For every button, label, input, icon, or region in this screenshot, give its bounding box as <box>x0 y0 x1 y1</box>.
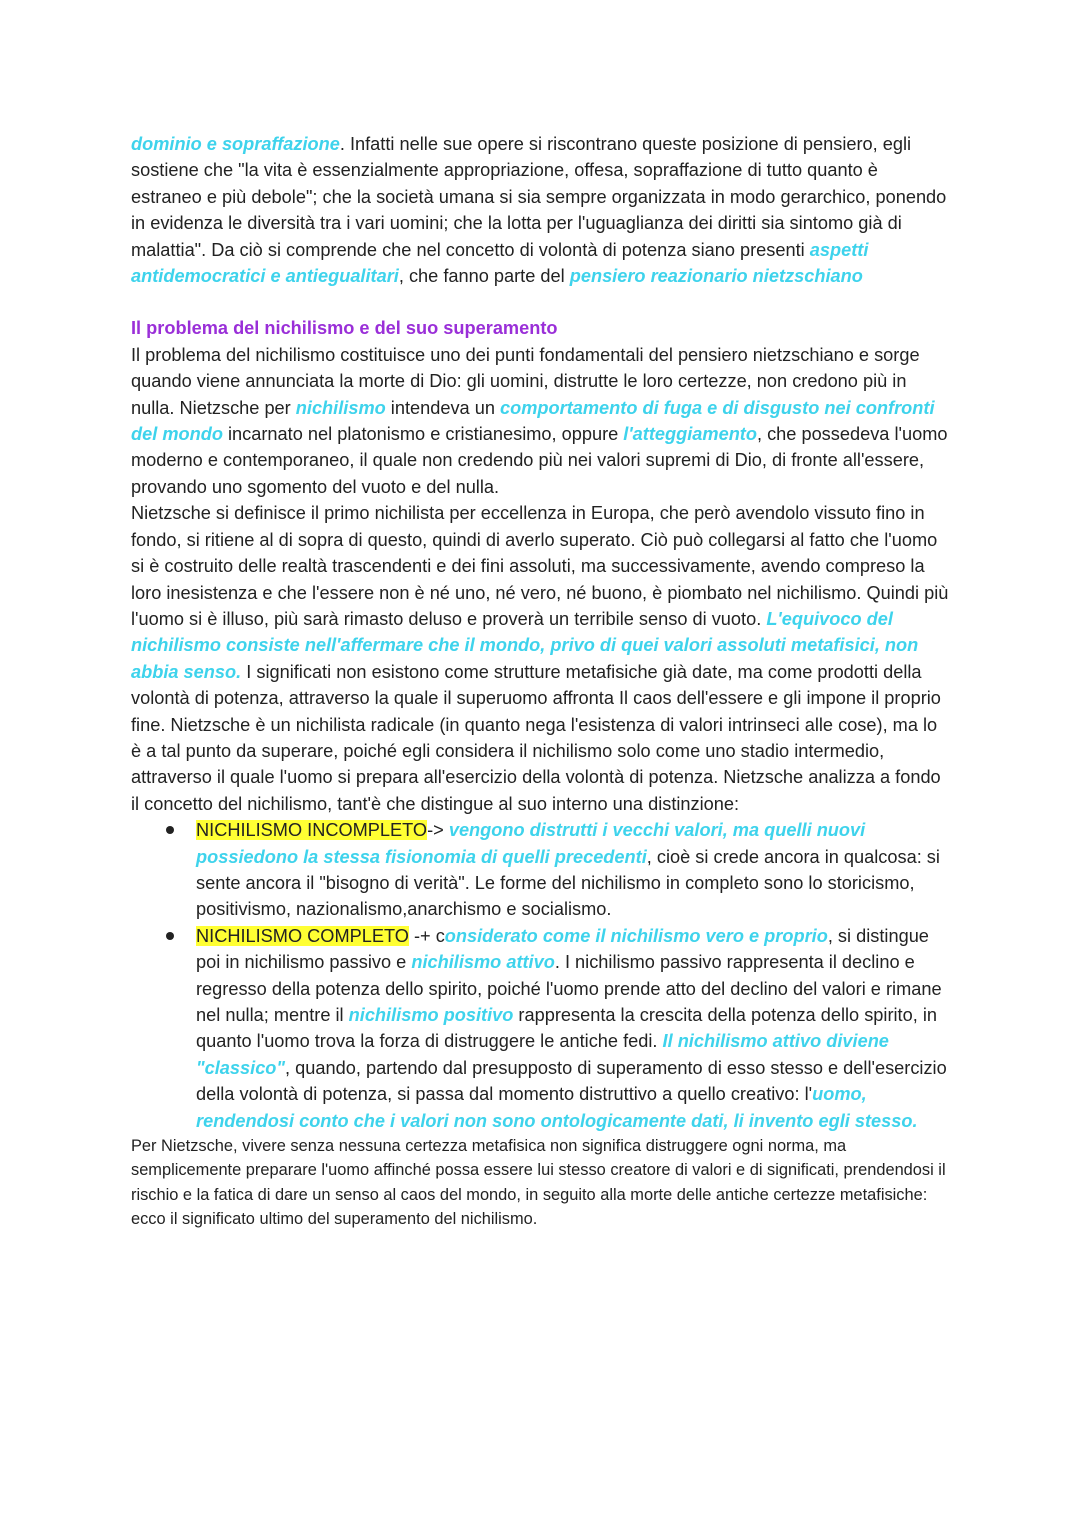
text-run: Il problema del nichilismo costituisce uno dei punti fondamentali del pensiero nietzschiano e sorge quando viene annunciata la morte di Dio: gli uomini, distrutte le loro certezze, non credono più in nulla. Nietzsche per <box>131 344 920 418</box>
document-body <box>131 131 951 1231</box>
highlight-phrase: nichilismo <box>295 397 386 418</box>
list-item-completo <box>196 923 951 1134</box>
text-run: I significati non esistono come strutture metafisiche già date, ma come prodotti della volontà di potenza, attraverso la quale il superuomo affronta Il caos dell'essere e gli impone il proprio fine. Nietzsche è un nichilista radicale (in quanto nega l'esistenza di valori intrinseci alle cose), ma lo è a tal punto da superare, poiché egli considera il nichilismo solo come uno stadio intermedio, attraverso il quale l'uomo si prepara all'esercizio della volontà di potenza. Nietzsche analizza a fondo il concetto del nichilismo, tant'è che distingue al suo interno una distinzione: <box>131 661 941 814</box>
highlight-phrase: nichilismo positivo <box>348 1005 514 1025</box>
marked-term: NICHILISMO INCOMPLETO <box>196 820 428 841</box>
highlight-phrase: pensiero reazionario nietzschiano <box>569 266 863 287</box>
highlight-phrase: onsiderato come il nichilismo vero e proprio <box>444 925 828 946</box>
conclusion-paragraph: Per Nietzsche, vivere senza nessuna certezza metafisica non significa distruggere ogni norma, ma semplicemente preparare l'uomo affinché possa essere lui stesso creatore di valori e di significati, prendendosi il rischio e la fatica di dare un senso al caos del mondo, in seguito alla morte delle antiche certezze metafisiche: ecco il significato ultimo del superamento del nichilismo. <box>131 1137 946 1228</box>
highlight-phrase: l'atteggiamento <box>623 424 757 445</box>
highlight-phrase: L'equivoco del nichilismo consiste nell'affermare che il mondo, privo di quei valori assoluti metafisici, non abbia senso. <box>131 608 919 682</box>
highlight-phrase: Il nichilismo attivo diviene "classico" <box>196 1031 889 1078</box>
text-run: rappresenta la crescita della potenza dello spirito, in quanto l'uomo trova la forza di distruggere le antiche fedi. <box>196 1005 937 1052</box>
marked-term: NICHILISMO COMPLETO <box>196 925 409 946</box>
highlight-phrase: vengono distrutti i vecchi valori, ma quelli nuovi possiedono la stessa fisionomia di quelli precedenti <box>196 820 866 867</box>
text-run: , quando, partendo dal presupposto di superamento di esso stesso e dell'esercizio della volontà di potenza, si passa dal momento distruttivo a quello creativo: l' <box>196 1057 947 1105</box>
paragraph-nietzsche-nichilista <box>131 500 951 817</box>
text-run: -+ c <box>408 925 445 946</box>
text-run: , si distingue poi in nichilismo passivo e <box>196 925 929 973</box>
text-run: , che possedeva l'uomo moderno e contemporaneo, il quale non credendo più nei valori supremi di Dio, di fronte all'essere, provando uno sgomento del vuoto e del nulla. <box>131 424 948 497</box>
section-heading: Il problema del nichilismo e del suo superamento <box>131 318 558 339</box>
list-item-incompleto <box>196 817 951 923</box>
bullet-dot-icon <box>166 932 174 940</box>
bullet-dot-icon <box>166 826 174 834</box>
text-run: intendeva un <box>385 397 501 418</box>
text-run: . Infatti nelle sue opere si riscontrano queste posizione di pensiero, egli sostiene che "la vita è essenzialmente appropriazione, offesa, sopraffazione di tutto quanto è estraneo e più debole"; che la società umana si sia sempre organizzata in modo gerarchico, ponendo in evidenza le diversità tra i vari uomini; che la lotta per l'uguaglianza dei diritti sia sintomo già di malattia". Da ciò si comprende che nel concetto di volontà di potenza siano presenti <box>131 134 947 260</box>
text-run: , cioè si crede ancora in qualcosa: si sente ancora il "bisogno di verità". Le forme del nichilismo in completo sono lo storicismo, positivismo, nazionalismo,anarchismo e socialismo. <box>196 846 940 920</box>
text-run: Nietzsche si definisce il primo nichilista per eccellenza in Europa, che però avendolo vissuto fino in fondo, si ritiene al di sopra di questo, quindi di averlo superato. Ciò può collegarsi al fatto che l'uomo si è costruito delle realtà trascendenti e dei fini assoluti, ma successivamente, avendo compreso la loro inesistenza e che l'essere non è né uno, né vero, né buono, è piombato nel nichilismo. Quindi più l'uomo si è illuso, più sarà rimasto deluso e proverà un terribile senso di vuoto. <box>131 503 949 629</box>
text-run: . I nichilismo passivo rappresenta il declino e regresso della potenza dello spirito, poiché l'uomo prende atto del declino del valori e rimane nel nulla; mentre il <box>196 952 942 1025</box>
highlight-phrase: dominio e sopraffazione <box>131 134 340 154</box>
intro-paragraph <box>131 131 951 289</box>
highlight-phrase: nichilismo attivo <box>411 952 555 973</box>
text-run: , che fanno parte del <box>398 266 570 287</box>
highlight-phrase: aspetti antidemocratici e antiegualitari <box>131 239 869 287</box>
text-run: incarnato nel platonismo e cristianesimo, oppure <box>222 424 624 445</box>
highlight-phrase: comportamento di fuga e di disgusto nei confronti del mondo <box>131 397 935 445</box>
highlight-phrase: uomo, rendendosi conto che i valori non sono ontologicamente dati, li invento egli stesso. <box>196 1084 918 1131</box>
bullet-list <box>131 817 951 1134</box>
text-run: -> <box>427 820 449 841</box>
paragraph-nichilismo-definition <box>131 342 951 500</box>
